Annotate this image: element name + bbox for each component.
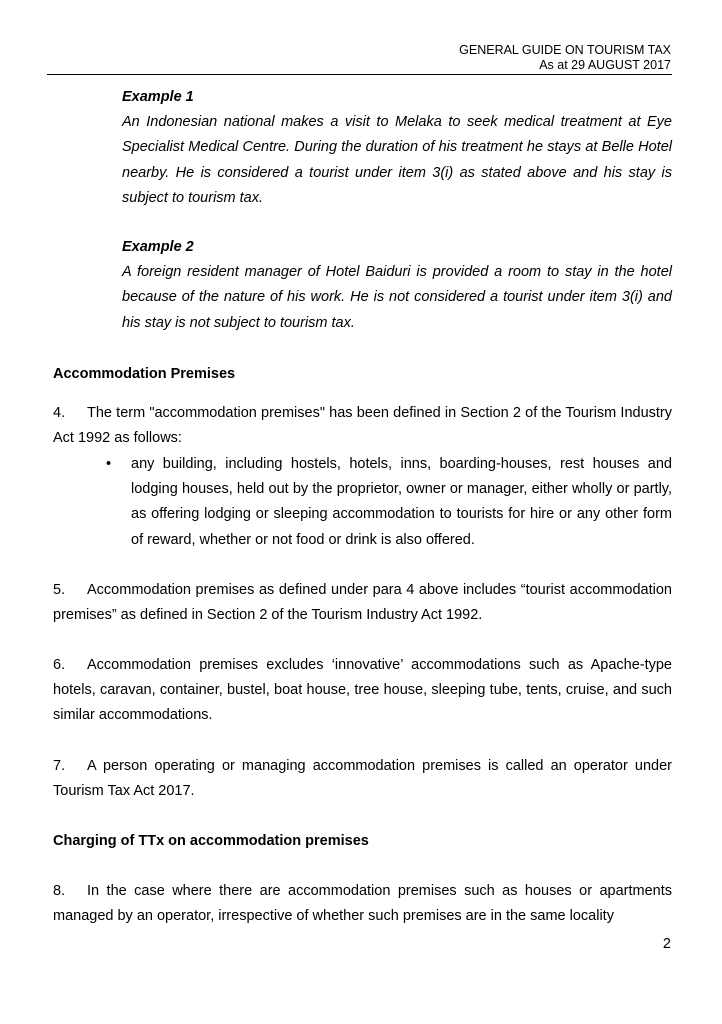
page-number: 2 [662,936,671,952]
header-rule [47,74,672,75]
example-2 [122,235,672,336]
paragraph-7-text: A person operating or managing accommodation premises is called an operator under Tourism Tax Act 2017. [53,758,672,800]
example-2-text: A foreign resident manager of Hotel Baiduri is provided a room to stay in the hotel because of the nature of his work. He is not considered a tourist under item 3(i) and his stay is not subject to tourism tax. [122,264,672,331]
bullet-text: any building, including hostels, hotels, inns, boarding-houses, rest houses and lodging houses, held out by the proprietor, owner or manager, either wholly or partly, as offering lodging or sleeping accommodation to tourists for hire or any other form of reward, whether or not food or drink is also offered. [131,456,672,548]
example-2-title: Example 2 [122,239,194,255]
paragraph-8-text: In the case where there are accommodation premises such as houses or apartments managed by an operator, irrespective of whether such premises are in the same locality [53,883,672,925]
paragraph-5-number: 5. [53,582,66,598]
bullet-icon: • [106,456,112,472]
header-title: GENERAL GUIDE ON TOURISM TAX [459,43,671,57]
bullet-item [106,452,672,553]
paragraph-4-text: The term "accommodation premises" has been defined in Section 2 of the Tourism Industry Act 1992 as follows: [53,405,672,447]
section-heading-charging-ttx: Charging of TTx on accommodation premises [53,833,369,849]
running-header [459,43,671,73]
paragraph-4 [53,401,672,451]
example-1-text: An Indonesian national makes a visit to Melaka to seek medical treatment at Eye Specialist Medical Centre. During the duration of his treatment he stays at Belle Hotel nearby. He is considered a tourist under item 3(i) as stated above and his stay is subject to tourism tax. [122,114,672,206]
paragraph-4-number: 4. [53,405,66,421]
paragraph-5 [53,578,672,628]
example-1 [122,85,672,211]
paragraph-7-number: 7. [53,758,66,774]
paragraph-7 [53,754,672,804]
example-1-title: Example 1 [122,89,194,105]
paragraph-8 [53,879,672,929]
section-heading-accommodation-premises: Accommodation Premises [53,366,236,382]
paragraph-6-number: 6. [53,657,66,673]
paragraph-8-number: 8. [53,883,66,899]
header-date: As at 29 AUGUST 2017 [539,58,671,72]
paragraph-5-text: Accommodation premises as defined under para 4 above includes “tourist accommodation premises” as defined in Section 2 of the Tourism Industry Act 1992. [53,582,672,624]
paragraph-6 [53,653,672,729]
paragraph-6-text: Accommodation premises excludes ‘innovative’ accommodations such as Apache-type hotels, caravan, container, bustel, boat house, tree house, sleeping tube, tents, cruise, and such similar accommodations. [53,657,672,724]
